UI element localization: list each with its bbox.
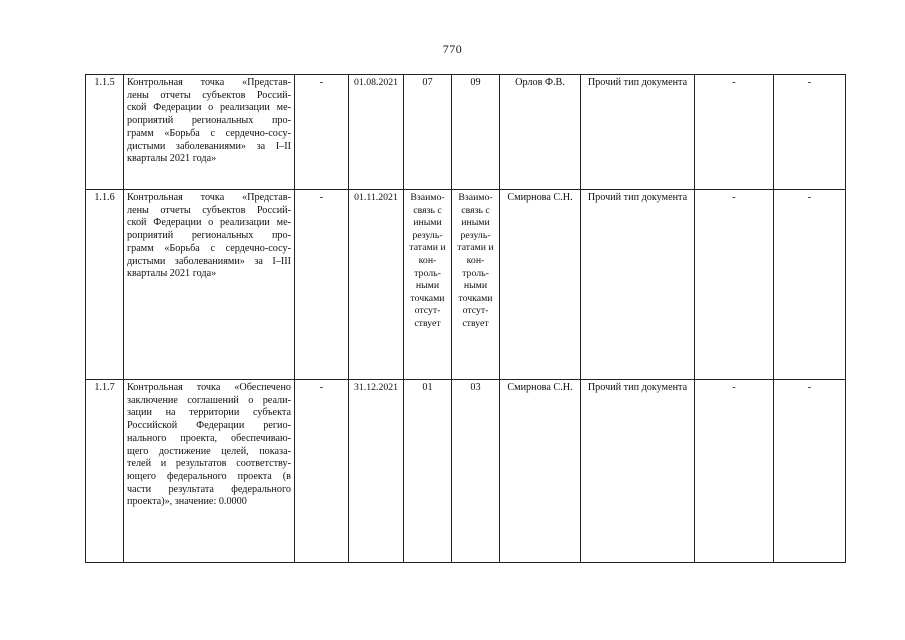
relation-line: резуль- — [412, 229, 443, 241]
row-number: 1.1.6 — [86, 190, 124, 380]
dash-cell: - — [774, 75, 846, 190]
name-line: кварталы 2021 года» — [127, 153, 217, 165]
name-line: лены отчеты субъектов Россий- — [127, 89, 291, 101]
date-cell: 01.11.2021 — [349, 190, 404, 380]
relation-line: кон- — [418, 254, 437, 266]
name-line: дистыми заболеваниями» за I–II — [127, 140, 291, 152]
relation-line: троль- — [462, 267, 489, 279]
code-cell: 01 — [404, 380, 452, 563]
row-number: 1.1.5 — [86, 75, 124, 190]
row-number: 1.1.7 — [86, 380, 124, 563]
table-row — [86, 75, 846, 190]
name-line: нального проекта, обеспечиваю- — [127, 432, 291, 444]
document-table — [85, 74, 846, 563]
name-line: Контрольная точка «Представ- — [127, 77, 291, 88]
dash-cell: - — [295, 75, 349, 190]
dash-cell: - — [774, 380, 846, 563]
relation-line: Взаимо- — [458, 192, 493, 203]
control-point-name — [124, 380, 295, 563]
dash-cell: - — [295, 380, 349, 563]
doc-type-cell: Прочий тип документа — [581, 75, 695, 190]
relation-line: точками — [410, 292, 445, 304]
name-line: ской Федерации о реализации ме- — [127, 217, 291, 229]
date-cell: 01.08.2021 — [349, 75, 404, 190]
relation-cell — [404, 190, 452, 380]
name-line: части результата федерального — [127, 483, 291, 495]
page-number: 770 — [442, 42, 463, 56]
relation-line: татами и — [457, 242, 494, 254]
dash-cell: - — [695, 190, 774, 380]
dash-cell: - — [295, 190, 349, 380]
name-line: лены отчеты субъектов Россий- — [127, 204, 291, 216]
relation-line: ными — [415, 280, 440, 292]
responsible-cell: Смирнова С.Н. — [500, 190, 581, 380]
relation-line: ствует — [414, 317, 441, 329]
control-point-name — [124, 190, 295, 380]
relation-line: иными — [461, 217, 490, 229]
name-line: телей и результатов соответству- — [127, 458, 291, 470]
relation-line: отсут- — [414, 305, 441, 317]
name-line: кварталы 2021 года» — [127, 268, 217, 280]
relation-line: связь с — [413, 204, 442, 216]
relation-line: связь с — [461, 204, 490, 216]
code-cell: 07 — [404, 75, 452, 190]
relation-line: троль- — [414, 267, 441, 279]
name-line: грамм «Борьба с сердечно-сосу- — [127, 242, 291, 254]
relation-line: иными — [413, 217, 442, 229]
name-line: Контрольная точка «Представ- — [127, 192, 291, 203]
code-cell: 09 — [452, 75, 500, 190]
table-row — [86, 380, 846, 563]
name-line: щего достижение целей, показа- — [127, 445, 291, 457]
relation-line: отсут- — [462, 305, 489, 317]
doc-type-cell: Прочий тип документа — [581, 380, 695, 563]
name-line: грамм «Борьба с сердечно-сосу- — [127, 127, 291, 139]
dash-cell: - — [695, 380, 774, 563]
relation-line: резуль- — [460, 229, 491, 241]
relation-line: Взаимо- — [410, 192, 445, 203]
relation-line: кон- — [466, 254, 485, 266]
relation-line: татами и — [409, 242, 446, 254]
relation-line: ствует — [462, 317, 489, 329]
name-line: ющего федерального проекта (в — [127, 470, 291, 482]
name-line: дистыми заболеваниями» за I–III — [127, 255, 291, 267]
name-line: роприятий региональных про- — [127, 115, 291, 127]
name-line: ской Федерации о реализации ме- — [127, 102, 291, 114]
dash-cell: - — [774, 190, 846, 380]
name-line: заключение соглашений о реали- — [127, 394, 291, 406]
doc-type-cell: Прочий тип документа — [581, 190, 695, 380]
control-point-name — [124, 75, 295, 190]
date-cell: 31.12.2021 — [349, 380, 404, 563]
name-line: Контрольная точка «Обеспечено — [127, 382, 291, 393]
relation-cell — [452, 190, 500, 380]
name-line: зации на территории субъекта — [127, 407, 291, 419]
code-cell: 03 — [452, 380, 500, 563]
responsible-cell: Орлов Ф.В. — [500, 75, 581, 190]
name-line: роприятий региональных про- — [127, 230, 291, 242]
name-line: проекта)», значение: 0.0000 — [127, 496, 247, 508]
relation-line: ными — [463, 280, 488, 292]
name-line: Российской Федерации регио- — [127, 420, 291, 432]
responsible-cell: Смирнова С.Н. — [500, 380, 581, 563]
dash-cell: - — [695, 75, 774, 190]
relation-line: точками — [458, 292, 493, 304]
table-row — [86, 190, 846, 380]
